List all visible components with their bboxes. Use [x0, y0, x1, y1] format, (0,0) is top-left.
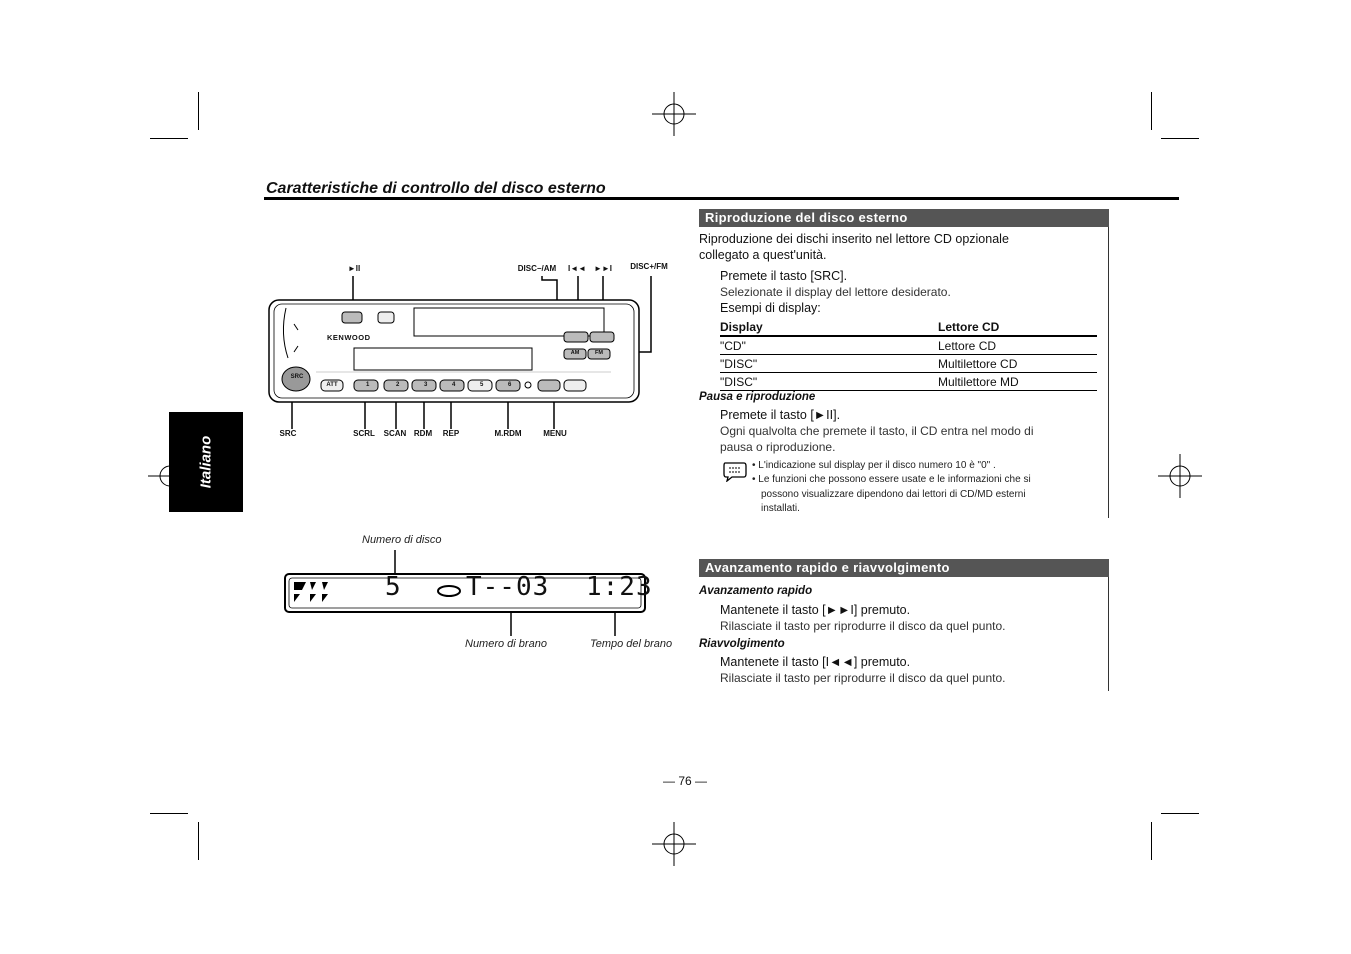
table-row [720, 373, 1097, 391]
table-cell: "CD" [720, 336, 938, 355]
preset-1: 1 [366, 382, 370, 388]
page-title: Caratteristiche di controllo del disco esterno [266, 180, 606, 197]
att-button: ATT [326, 382, 338, 388]
label-disc-number: Numero di disco [362, 534, 442, 546]
intro-line-2: collegato a quest'unità. [699, 248, 827, 262]
preset-4: 4 [452, 382, 456, 388]
lcd-track-value: T--03 [466, 572, 550, 602]
lcd-time-value: 1:23 [586, 572, 653, 602]
examples-label: Esempi di display: [720, 301, 821, 315]
label-track-number: Numero di brano [465, 638, 547, 650]
registration-mark [1158, 454, 1202, 498]
rew-step: Mantenete il tasto [I◄◄] premuto. [720, 655, 911, 669]
label-src: SRC [279, 429, 297, 438]
pause-desc-1: Ogni qualvolta che premete il tasto, il CD entra nel modo di [720, 424, 1034, 438]
fm-button: FM [595, 350, 603, 356]
rew-note: Rilasciate il tasto per riprodurre il disco da quel punto. [720, 671, 1006, 685]
crop-mark [1151, 822, 1152, 860]
pause-heading: Pausa e riproduzione [699, 391, 816, 403]
label-disc-plus: DISC+/FM [630, 262, 668, 271]
note-bullet-2: • Le funzioni che possono essere usate e le informazioni che si [752, 474, 1031, 485]
label-scrl: SCRL [353, 429, 375, 438]
src-button: SRC [290, 374, 304, 380]
page-number: — 76 — [662, 774, 707, 788]
label-play-pause: ►II [347, 264, 361, 273]
table-cell: Multilettore MD [938, 373, 1097, 391]
section-heading-playback: Riproduzione del disco esterno [699, 209, 1109, 227]
registration-mark [652, 92, 696, 136]
crop-mark [1161, 813, 1199, 814]
note-line: possono visualizzare dipendono dai lettori di CD/MD esterni [761, 489, 1026, 500]
label-menu: MENU [543, 429, 567, 438]
table-cell: "DISC" [720, 355, 938, 373]
table-row [720, 336, 1097, 355]
column-rule [1108, 209, 1109, 518]
preset-6: 6 [508, 382, 512, 388]
language-tab [169, 412, 243, 512]
crop-mark [150, 813, 188, 814]
preset-5: 5 [480, 382, 484, 388]
crop-mark [1161, 138, 1199, 139]
title-rule [264, 197, 1179, 200]
label-track-time: Tempo del brano [590, 638, 673, 650]
note-icon [722, 460, 748, 482]
label-disc-minus: DISC−/AM [517, 264, 557, 273]
registration-mark [652, 822, 696, 866]
preset-2: 2 [396, 382, 400, 388]
table-cell: Multilettore CD [938, 355, 1097, 373]
label-rdm: RDM [413, 429, 433, 438]
table-header-display: Display [720, 318, 938, 336]
table-header-player: Lettore CD [938, 318, 1097, 336]
display-examples-table [720, 318, 1097, 391]
crop-mark [150, 138, 188, 139]
table-cell: "DISC" [720, 373, 938, 391]
preset-3: 3 [424, 382, 428, 388]
step-note: Selezionate il display del lettore desiderato. [720, 285, 951, 299]
column-rule [1108, 559, 1109, 691]
crop-mark [1151, 92, 1152, 130]
section-heading-ff-rew: Avanzamento rapido e riavvolgimento [699, 559, 1109, 577]
lcd-disc-value: 5 [385, 572, 401, 602]
table-header-row [720, 318, 1097, 336]
label-prev: I◄◄ [567, 264, 587, 273]
language-tab-label: Italiano [197, 435, 215, 489]
pause-step: Premete il tasto [►II]. [720, 408, 841, 422]
rew-heading: Riavvolgimento [699, 638, 785, 650]
step-press-src: Premete il tasto [SRC]. [720, 269, 848, 283]
label-scan: SCAN [383, 429, 407, 438]
brand-logo: KENWOOD [327, 333, 371, 342]
am-button: AM [570, 350, 580, 356]
note-bullet-1: • L'indicazione sul display per il disco numero 10 è "0" . [752, 460, 996, 471]
label-mrdm: M.RDM [494, 429, 522, 438]
ff-step: Mantenete il tasto [►►I] premuto. [720, 603, 911, 617]
intro-line-1: Riproduzione dei dischi inserito nel lettore CD opzionale [699, 232, 1009, 246]
label-next: ►►I [593, 264, 613, 273]
label-rep: REP [442, 429, 460, 438]
crop-mark [198, 92, 199, 130]
ff-note: Rilasciate il tasto per riprodurre il disco da quel punto. [720, 619, 1006, 633]
ff-heading: Avanzamento rapido [699, 585, 813, 597]
table-cell: Lettore CD [938, 336, 1097, 355]
crop-mark [198, 822, 199, 860]
note-line: installati. [761, 503, 800, 514]
pause-desc-2: pausa o riproduzione. [720, 440, 836, 454]
table-row [720, 355, 1097, 373]
